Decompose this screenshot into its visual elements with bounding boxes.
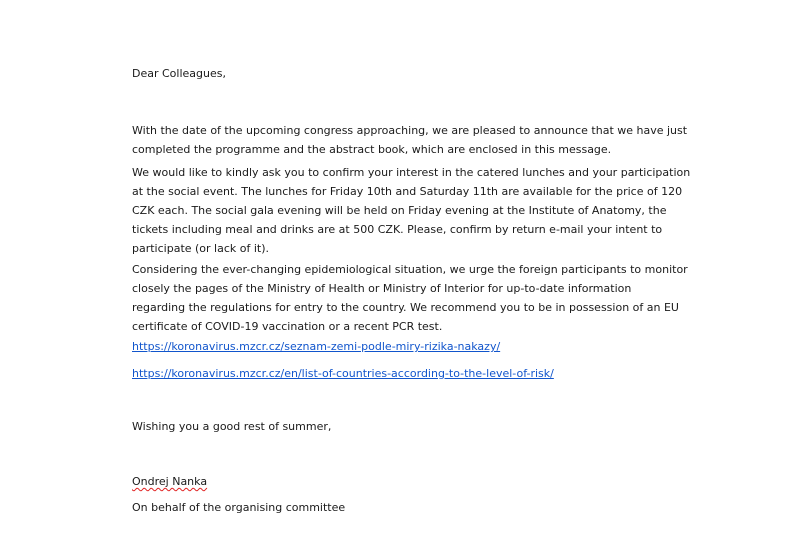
paragraph-line: closely the pages of the Ministry of Health or Ministry of Interior for up-to-date information xyxy=(132,282,632,295)
signature-role: On behalf of the organising committee xyxy=(132,501,346,514)
paragraph-lunches-gala xyxy=(132,163,692,258)
paragraph-line: regarding the regulations for entry to the country. We recommend you to be in possession of an EU xyxy=(132,301,679,314)
paragraph-line: completed the programme and the abstract book, which are enclosed in this message. xyxy=(132,143,612,156)
signature-line xyxy=(132,472,692,491)
paragraph-line: We would like to kindly ask you to confirm your interest in the catered lunches and your participation xyxy=(132,166,691,179)
paragraph-line: tickets including meal and drinks are at 500 CZK. Please, confirm by return e-mail your intent to xyxy=(132,223,663,236)
paragraph-announcement xyxy=(132,121,692,159)
paragraph-line: certificate of COVID-19 vaccination or a recent PCR test. xyxy=(132,320,443,333)
greeting: Dear Colleagues, xyxy=(132,67,226,80)
paragraph-covid-info xyxy=(132,260,692,336)
paragraph-line: participate (or lack of it). xyxy=(132,242,270,255)
link-line-english xyxy=(132,364,692,383)
link-risk-countries-cz[interactable]: https://koronavirus.mzcr.cz/seznam-zemi-podle-miry-rizika-nakazy/ xyxy=(132,340,501,353)
signature-name: Ondrej Nanka xyxy=(132,475,208,488)
closing: Wishing you a good rest of summer, xyxy=(132,420,332,433)
paragraph-line: CZK each. The social gala evening will be held on Friday evening at the Institute of Anatomy, the xyxy=(132,204,667,217)
paragraph-line: With the date of the upcoming congress approaching, we are pleased to announce that we have just xyxy=(132,124,688,137)
paragraph-line: at the social event. The lunches for Friday 10th and Saturday 11th are available for the price of 120 xyxy=(132,185,683,198)
link-line-czech xyxy=(132,337,692,356)
paragraph-line: Considering the ever-changing epidemiological situation, we urge the foreign participants to monitor xyxy=(132,263,688,276)
link-risk-countries-en[interactable]: https://koronavirus.mzcr.cz/en/list-of-countries-according-to-the-level-of-risk/ xyxy=(132,367,554,380)
